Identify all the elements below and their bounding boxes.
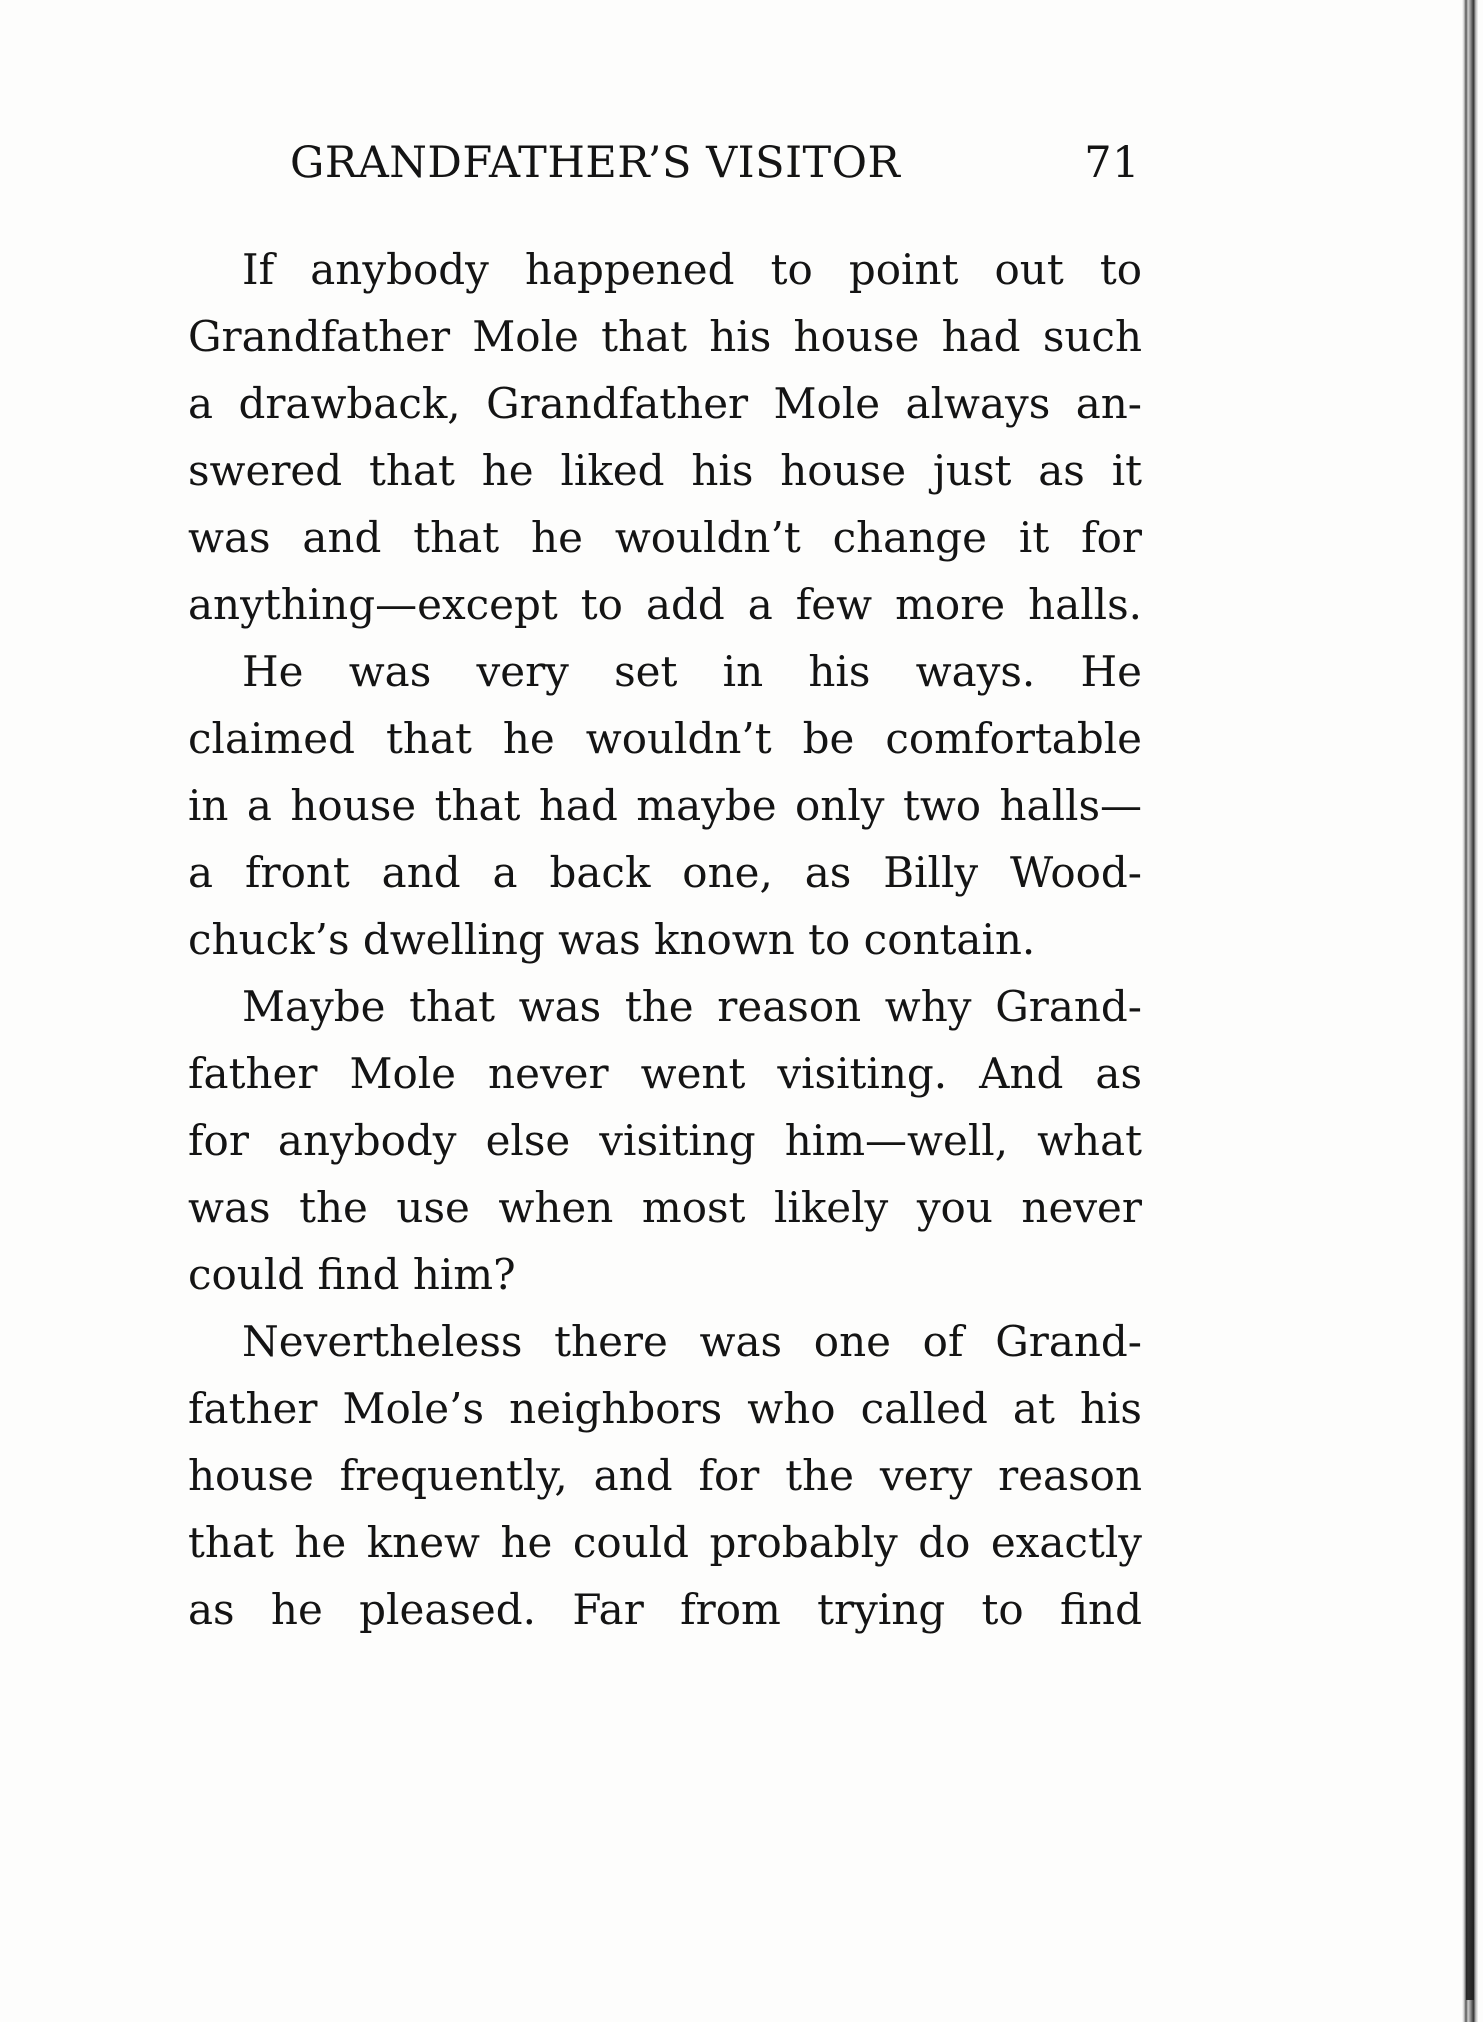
text-line: anything—except to add a few more halls. (188, 580, 1142, 629)
running-title: GRANDFATHER’S VISITOR (290, 138, 901, 188)
text-line: house frequently, and for the very reason (188, 1451, 1142, 1500)
text-line: as he pleased. Far from trying to find (188, 1585, 1142, 1634)
text-line: father Mole never went visiting. And as (188, 1049, 1142, 1098)
text-line: was and that he wouldn’t change it for (188, 513, 1142, 562)
book-spine-shadow (1466, 1000, 1474, 2000)
running-header (290, 138, 1140, 198)
text-line: in a house that had maybe only two halls— (188, 781, 1142, 830)
text-line: that he knew he could probably do exactly (188, 1518, 1142, 1567)
text-line: Maybe that was the reason why Grand- (242, 982, 1142, 1031)
text-line: Nevertheless there was one of Grand- (242, 1317, 1142, 1366)
body-text (188, 236, 1142, 1643)
text-line: He was very set in his ways. He (242, 647, 1142, 696)
page-number: 71 (1084, 138, 1140, 188)
text-line: If anybody happened to point out to (242, 245, 1142, 294)
text-line: could find him? (188, 1250, 516, 1299)
text-line: claimed that he wouldn’t be comfortable (188, 714, 1142, 763)
text-line: father Mole’s neighbors who called at his (188, 1384, 1142, 1433)
text-line: was the use when most likely you never (188, 1183, 1142, 1232)
text-line: for anybody else visiting him—well, what (188, 1116, 1142, 1165)
text-line: a front and a back one, as Billy Wood- (188, 848, 1142, 897)
text-line: Grandfather Mole that his house had such (188, 312, 1142, 361)
text-line: a drawback, Grandfather Mole always an- (188, 379, 1142, 428)
text-line: swered that he liked his house just as it (188, 446, 1142, 495)
text-line: chuck’s dwelling was known to contain. (188, 915, 1036, 964)
